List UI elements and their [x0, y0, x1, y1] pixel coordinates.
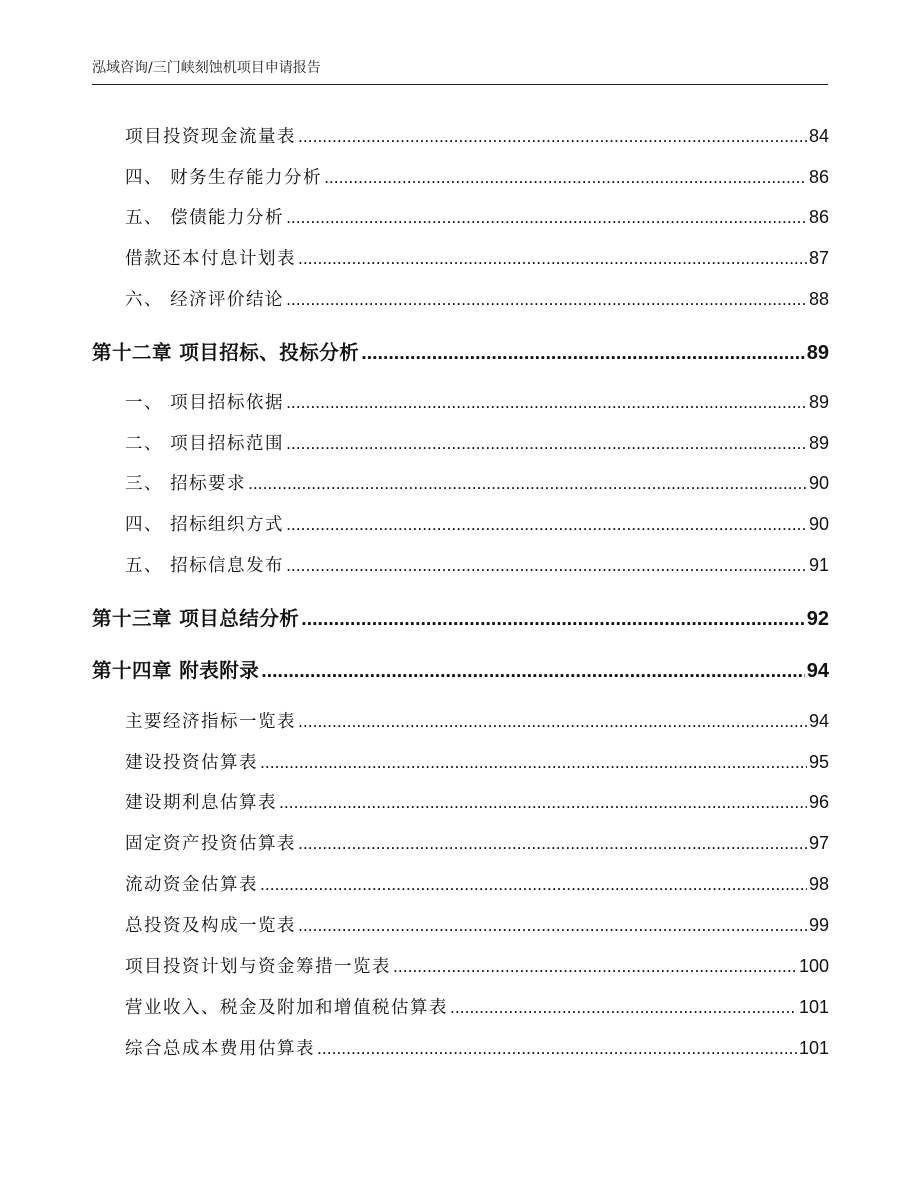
toc-entry-page: 87	[808, 248, 829, 268]
toc-entry-title: 五、 招标信息发布	[125, 556, 285, 576]
toc-entry-page: 86	[808, 207, 829, 227]
toc-leader-dots	[279, 792, 807, 813]
toc-entry-title: 流动资金估算表	[125, 875, 258, 895]
toc-entry-title: 一、 项目招标依据	[125, 393, 285, 413]
toc-leader-dots	[248, 473, 807, 494]
toc-leader-dots	[301, 608, 804, 631]
toc-entry-page: 101	[798, 997, 829, 1017]
page-header: 泓域咨询/三门峡刻蚀机项目申请报告	[92, 58, 828, 85]
toc-leader-dots	[324, 167, 807, 188]
toc-entry-page: 90	[808, 473, 829, 493]
toc-entry-page: 97	[808, 833, 829, 853]
toc-leader-dots	[298, 711, 807, 732]
toc-entry-page: 89	[808, 392, 829, 412]
toc-leader-dots	[286, 555, 807, 576]
toc-chapter-page: 89	[806, 342, 829, 364]
toc-entry[interactable]	[125, 789, 829, 814]
toc-entry-title: 营业收入、税金及附加和增值税估算表	[125, 998, 448, 1018]
toc-entry-title: 六、 经济评价结论	[125, 290, 285, 310]
toc-entry-title: 项目投资现金流量表	[125, 127, 296, 147]
toc-entry-page: 91	[808, 555, 829, 575]
toc-entry-title: 主要经济指标一览表	[125, 712, 296, 732]
toc-entry[interactable]	[125, 1035, 829, 1060]
toc-entry-page: 88	[808, 289, 829, 309]
toc-entry-page: 84	[808, 126, 829, 146]
toc-entry[interactable]	[125, 204, 829, 229]
toc-leader-dots	[260, 752, 807, 773]
toc-entry-page: 96	[808, 792, 829, 812]
toc-entry-title: 四、 招标组织方式	[125, 515, 285, 535]
toc-entry-page: 98	[808, 874, 829, 894]
toc-chapter-title: 第十四章 附表附录	[92, 659, 260, 682]
toc-entry[interactable]	[125, 994, 829, 1019]
toc-chapter-entry[interactable]	[92, 655, 829, 683]
toc-entry[interactable]	[125, 430, 829, 455]
toc-leader-dots	[393, 956, 797, 977]
toc-entry-page: 89	[808, 433, 829, 453]
toc-leader-dots	[286, 289, 807, 310]
toc-entry-page: 100	[798, 956, 829, 976]
toc-entry[interactable]	[125, 708, 829, 733]
toc-entry-page: 99	[808, 915, 829, 935]
toc-leader-dots	[450, 997, 797, 1018]
toc-chapter-entry[interactable]	[92, 337, 829, 365]
toc-entry-title: 建设期利息估算表	[125, 793, 277, 813]
toc-entry-title: 综合总成本费用估算表	[125, 1039, 315, 1059]
toc-entry-page: 101	[798, 1038, 829, 1058]
toc-entry-page: 86	[808, 167, 829, 187]
toc-entry-page: 94	[808, 711, 829, 731]
toc-entry-title: 固定资产投资估算表	[125, 834, 296, 854]
toc-entry[interactable]	[125, 164, 829, 189]
toc-entry[interactable]	[125, 389, 829, 414]
toc-entry[interactable]	[125, 245, 829, 270]
toc-leader-dots	[298, 248, 807, 269]
toc-entry[interactable]	[125, 552, 829, 577]
toc-leader-dots	[361, 342, 804, 365]
toc-leader-dots	[286, 433, 807, 454]
toc-entry-page: 95	[808, 752, 829, 772]
toc-entry-title: 五、 偿债能力分析	[125, 208, 285, 228]
toc-chapter-page: 92	[806, 608, 829, 630]
toc-entry-title: 三、 招标要求	[125, 474, 247, 494]
toc-entry[interactable]	[125, 912, 829, 937]
toc-entry-title: 二、 项目招标范围	[125, 434, 285, 454]
toc-leader-dots	[260, 874, 807, 895]
toc-entry-title: 项目投资计划与资金筹措一览表	[125, 957, 391, 977]
toc-entry[interactable]	[125, 470, 829, 495]
toc-leader-dots	[298, 833, 807, 854]
toc-entry[interactable]	[125, 749, 829, 774]
toc-chapter-entry[interactable]	[92, 603, 829, 631]
toc-entry-title: 总投资及构成一览表	[125, 916, 296, 936]
toc-chapter-title: 第十二章 项目招标、投标分析	[92, 341, 360, 364]
toc-leader-dots	[298, 915, 807, 936]
toc-leader-dots	[286, 392, 807, 413]
toc-entry[interactable]	[125, 286, 829, 311]
toc-entry[interactable]	[125, 830, 829, 855]
toc-leader-dots	[286, 207, 807, 228]
toc-entry-title: 借款还本付息计划表	[125, 249, 296, 269]
toc-leader-dots	[286, 514, 807, 535]
toc-entry[interactable]	[125, 953, 829, 978]
toc-leader-dots	[317, 1038, 797, 1059]
toc-chapter-title: 第十三章 项目总结分析	[92, 607, 300, 630]
toc-entry[interactable]	[125, 871, 829, 896]
toc-entry-title: 建设投资估算表	[125, 753, 258, 773]
toc-entry-page: 90	[808, 514, 829, 534]
toc-entry[interactable]	[125, 511, 829, 536]
toc-leader-dots	[298, 126, 807, 147]
toc-leader-dots	[261, 660, 804, 683]
toc-entry[interactable]	[125, 123, 829, 148]
toc-entry-title: 四、 财务生存能力分析	[125, 168, 323, 188]
toc-chapter-page: 94	[806, 660, 829, 682]
